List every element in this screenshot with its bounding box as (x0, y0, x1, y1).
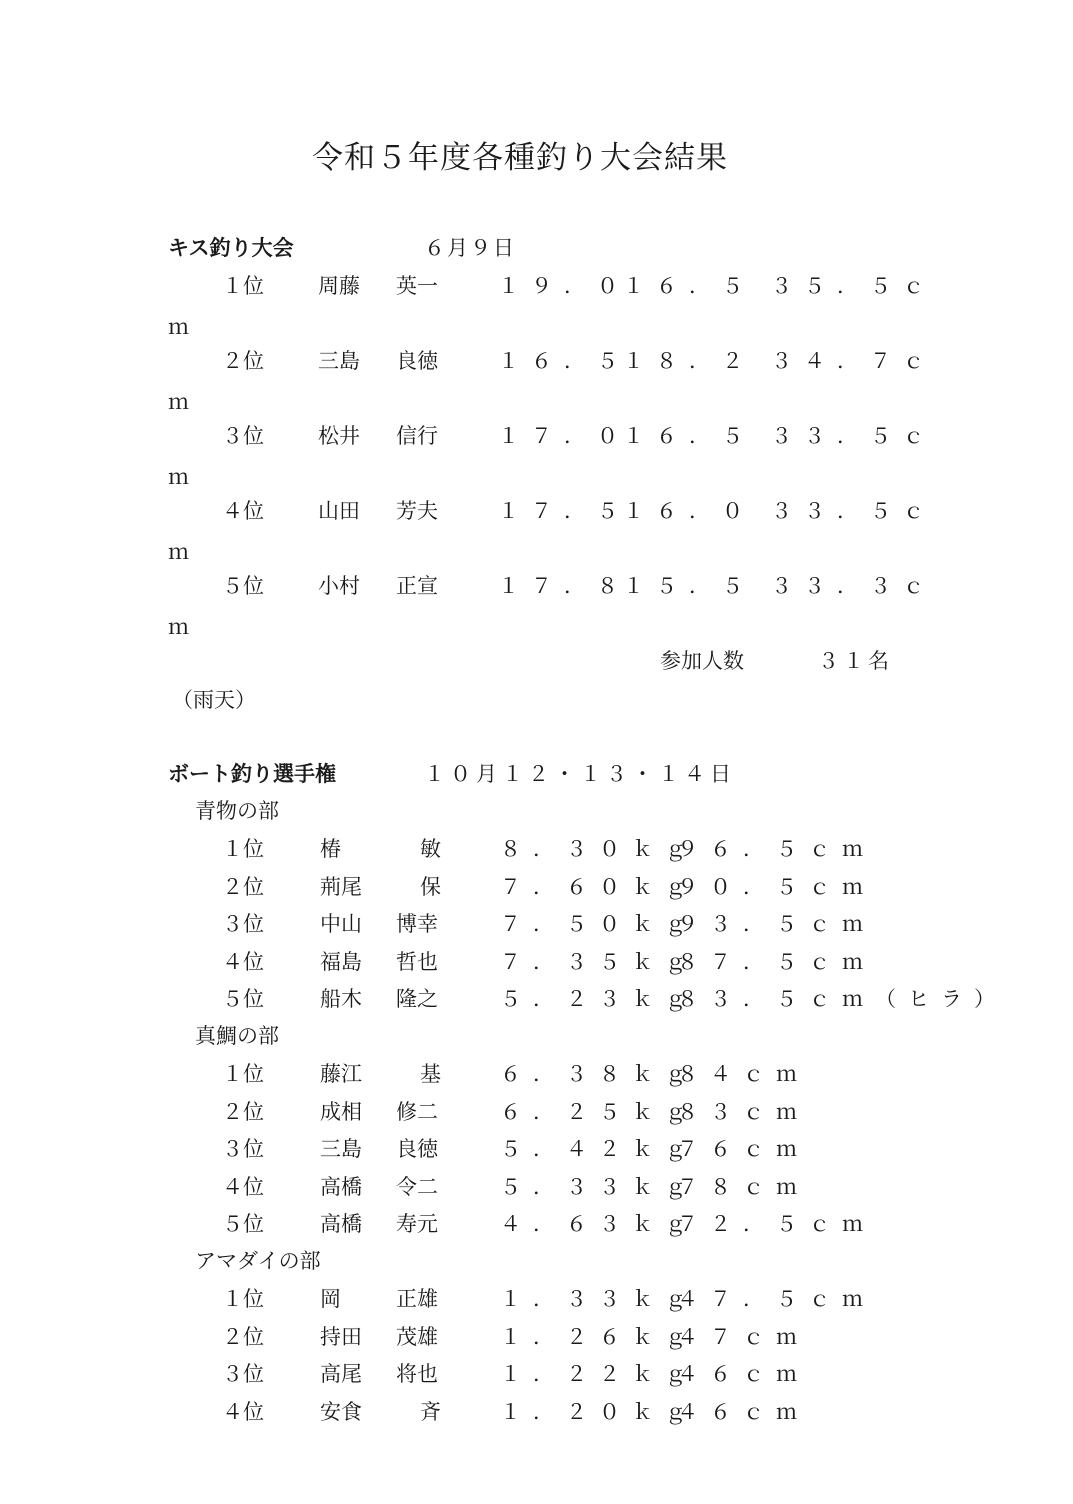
weight: ７．６０ｋｇ (500, 874, 698, 899)
length: ８３．５ｃｍ（ヒラ） (677, 987, 1007, 1012)
kisu-participants-label: 参加人数 (660, 649, 744, 673)
rank: ２位 (222, 349, 264, 373)
family-name: 小村 (318, 574, 360, 598)
length-first: １７．０ (498, 424, 630, 448)
family-name: 中山 (320, 912, 362, 937)
family-name: 周藤 (318, 274, 360, 298)
family-name: 三島 (318, 349, 360, 373)
weight: ８．３０ｋｇ (500, 837, 698, 861)
family-name: 高橋 (320, 1212, 362, 1237)
rank: ３位 (222, 912, 264, 937)
rank: ５位 (222, 1212, 264, 1237)
length-second: １８．２ (623, 349, 755, 373)
length: ４６ｃｍ (677, 1399, 809, 1424)
given-name: 斉 (420, 1399, 441, 1424)
given-name: 基 (420, 1062, 441, 1086)
weight: ６．３８ｋｇ (500, 1062, 698, 1086)
length: ４７ｃｍ (677, 1324, 809, 1349)
length: ７６ｃｍ (677, 1137, 809, 1162)
section-title: 青物の部 (195, 799, 279, 823)
weight: ５．４２ｋｇ (500, 1137, 698, 1162)
given-name: 正雄 (396, 1287, 438, 1311)
family-name: 福島 (320, 949, 362, 974)
rank: １位 (222, 1062, 264, 1086)
family-name: 安食 (320, 1399, 362, 1424)
total-length: ３５．５ｃ (771, 274, 936, 298)
weight: ７．５０ｋｇ (500, 912, 698, 937)
length-first: １７．５ (498, 499, 630, 523)
length-first: １６．５ (498, 349, 630, 373)
length: ７２．５ｃｍ (677, 1212, 875, 1237)
unit-wrap: ｍ (168, 615, 189, 639)
length-second: １６．５ (623, 424, 755, 448)
rank: ４位 (222, 499, 264, 523)
rank: ２位 (222, 1324, 264, 1349)
kisu-weather: （雨天） (172, 688, 256, 712)
rank: ４位 (222, 949, 264, 974)
boat-date: １０月１２・１３・１４日 (424, 762, 736, 786)
weight: １．２２ｋｇ (500, 1362, 698, 1387)
given-name: 信行 (396, 424, 438, 448)
length-first: １９．０ (498, 274, 630, 298)
rank: １位 (222, 1287, 264, 1311)
total-length: ３３．５ｃ (771, 499, 936, 523)
unit-wrap: ｍ (168, 390, 189, 414)
given-name: 隆之 (396, 987, 438, 1012)
given-name: 正宣 (396, 574, 438, 598)
rank: ５位 (222, 574, 264, 598)
weight: ７．３５ｋｇ (500, 949, 698, 974)
length: ８４ｃｍ (677, 1062, 809, 1086)
family-name: 三島 (320, 1137, 362, 1162)
length-second: １６．０ (623, 499, 755, 523)
rank: ４位 (222, 1174, 264, 1199)
weight: ４．６３ｋｇ (500, 1212, 698, 1237)
family-name: 椿 (320, 837, 341, 861)
weight: ６．２５ｋｇ (500, 1099, 698, 1124)
length: ９３．５ｃｍ (677, 912, 875, 937)
family-name: 成相 (320, 1099, 362, 1124)
family-name: 高尾 (320, 1362, 362, 1387)
rank: ３位 (222, 424, 264, 448)
rank: １位 (222, 274, 264, 298)
unit-wrap: ｍ (168, 465, 189, 489)
length-first: １７．８ (498, 574, 630, 598)
length: ７８ｃｍ (677, 1174, 809, 1199)
total-length: ３３．５ｃ (771, 424, 936, 448)
unit-wrap: ｍ (168, 315, 189, 339)
given-name: 保 (420, 874, 441, 899)
rank: ４位 (222, 1399, 264, 1424)
length-second: １６．５ (623, 274, 755, 298)
given-name: 哲也 (396, 949, 438, 974)
family-name: 高橋 (320, 1174, 362, 1199)
rank: ２位 (222, 1099, 264, 1124)
section-title: アマダイの部 (195, 1249, 321, 1273)
family-name: 岡 (320, 1287, 341, 1311)
length: ９０．５ｃｍ (677, 874, 875, 899)
kisu-participants-count: ３１名 (818, 649, 893, 673)
given-name: 敏 (420, 837, 441, 861)
weight: １．２６ｋｇ (500, 1324, 698, 1349)
family-name: 藤江 (320, 1062, 362, 1086)
section-title: 真鯛の部 (195, 1024, 279, 1048)
length: ８７．５ｃｍ (677, 949, 875, 974)
family-name: 船木 (320, 987, 362, 1012)
kisu-heading: キス釣り大会 (168, 236, 294, 260)
total-length: ３３．３ｃ (771, 574, 936, 598)
given-name: 博幸 (396, 912, 438, 937)
total-length: ３４．７ｃ (771, 349, 936, 373)
rank: ５位 (222, 987, 264, 1012)
given-name: 芳夫 (396, 499, 438, 523)
given-name: 良徳 (396, 349, 438, 373)
length: ８３ｃｍ (677, 1099, 809, 1124)
family-name: 山田 (318, 499, 360, 523)
given-name: 令二 (396, 1174, 438, 1199)
given-name: 茂雄 (396, 1324, 438, 1349)
weight: １．３３ｋｇ (500, 1287, 698, 1311)
weight: ５．３３ｋｇ (500, 1174, 698, 1199)
rank: １位 (222, 837, 264, 861)
rank: ３位 (222, 1362, 264, 1387)
rank: ２位 (222, 874, 264, 899)
length: ４６ｃｍ (677, 1362, 809, 1387)
family-name: 松井 (318, 424, 360, 448)
family-name: 持田 (320, 1324, 362, 1349)
given-name: 将也 (396, 1362, 438, 1387)
weight: １．２０ｋｇ (500, 1399, 698, 1424)
given-name: 良徳 (396, 1137, 438, 1162)
page-title: 令和５年度各種釣り大会結果 (312, 140, 728, 176)
weight: ５．２３ｋｇ (500, 987, 698, 1012)
length-second: １５．５ (623, 574, 755, 598)
family-name: 荊尾 (320, 874, 362, 899)
given-name: 寿元 (396, 1212, 438, 1237)
kisu-date: ６月９日 (424, 236, 516, 260)
given-name: 英一 (396, 274, 438, 298)
unit-wrap: ｍ (168, 540, 189, 564)
boat-heading: ボート釣り選手権 (168, 762, 336, 786)
length: ９６．５ｃｍ (677, 837, 875, 861)
given-name: 修二 (396, 1099, 438, 1124)
length: ４７．５ｃｍ (677, 1287, 875, 1311)
rank: ３位 (222, 1137, 264, 1162)
